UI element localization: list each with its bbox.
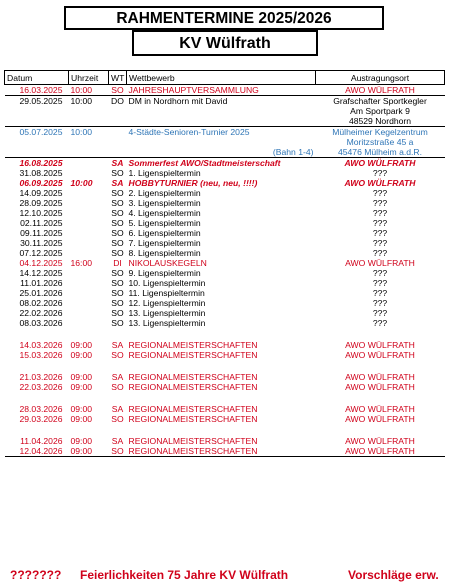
cell-austragungsort: AWO WÜLFRATH: [345, 436, 415, 446]
cell-wettbewerb: [127, 392, 316, 404]
cell-wettbewerb: NIKOLAUSKEGELN: [128, 258, 207, 268]
cell-austragungsort: [316, 360, 445, 372]
cell-wt: SO: [111, 188, 124, 198]
cell-austragungsort: ???: [372, 318, 388, 328]
cell-austragungsort: [316, 392, 445, 404]
cell-wettbewerb: REGIONALMEISTERSCHAFTEN: [128, 340, 258, 350]
footer-left: ???????: [10, 568, 62, 582]
cell-datum: 11.04.2026: [20, 436, 63, 446]
cell-wt: SO: [111, 208, 124, 218]
cell-wettbewerb: REGIONALMEISTERSCHAFTEN: [128, 404, 258, 414]
cell-wt: SO: [111, 350, 124, 360]
table-row: [5, 404, 445, 414]
cell-austragungsort: ???: [372, 238, 388, 248]
cell-uhrzeit: 16:00: [70, 258, 93, 268]
cell-austragungsort: AWO WÜLFRATH: [345, 85, 415, 95]
cell-austragungsort: AWO WÜLFRATH: [345, 404, 415, 414]
table-row: [5, 158, 445, 169]
cell-uhrzeit: [69, 238, 109, 248]
cell-datum: 16.03.2025: [19, 85, 63, 95]
table-row: [5, 340, 445, 350]
cell-austragungsort: ???: [372, 298, 388, 308]
cell-wettbewerb: [127, 424, 316, 436]
cell-austragungsort: AWO WÜLFRATH: [345, 382, 415, 392]
cell-datum: 11.01.2026: [20, 278, 63, 288]
cell-datum: 29.05.2025: [5, 96, 69, 107]
cell-austragungsort: [316, 424, 445, 436]
cell-austragungsort: 45476 Mülheim a.d.R.: [337, 147, 423, 157]
cell-uhrzeit: [69, 198, 109, 208]
document-subtitle: KV Wülfrath: [132, 30, 318, 56]
cell-wt: SA: [111, 178, 124, 188]
cell-uhrzeit: [69, 208, 109, 218]
cell-datum: 28.03.2026: [19, 404, 63, 414]
cell-uhrzeit: 09:00: [70, 372, 93, 382]
table-row: [5, 414, 445, 424]
cell-austragungsort: ???: [372, 248, 388, 258]
cell-datum: 16.08.2025: [5, 158, 69, 169]
cell-uhrzeit: [69, 278, 109, 288]
cell-wettbewerb: [127, 116, 316, 127]
cell-uhrzeit: 09:00: [70, 382, 93, 392]
cell-datum: [5, 106, 69, 116]
table-row: [5, 238, 445, 248]
cell-wettbewerb: REGIONALMEISTERSCHAFTEN: [128, 414, 258, 424]
cell-austragungsort: ???: [372, 308, 388, 318]
table-row: [5, 218, 445, 228]
table-row: [5, 298, 445, 308]
cell-datum: [5, 137, 69, 147]
table-header-row: [5, 71, 445, 85]
table-row: [5, 228, 445, 238]
cell-austragungsort: ???: [372, 198, 388, 208]
cell-datum: 06.09.2025: [19, 178, 63, 188]
footer-right: Vorschläge erw.: [348, 568, 439, 582]
table-row: [5, 178, 445, 188]
cell-uhrzeit: 09:00: [70, 350, 93, 360]
cell-uhrzeit: [69, 106, 109, 116]
cell-wt: SO: [111, 248, 124, 258]
cell-wettbewerb: REGIONALMEISTERSCHAFTEN: [127, 446, 316, 457]
cell-datum: 22.02.2026: [19, 308, 63, 318]
table-row: [5, 318, 445, 328]
cell-austragungsort: ???: [372, 168, 388, 178]
table-row: [5, 278, 445, 288]
cell-datum: 08.02.2026: [19, 298, 63, 308]
table-row: [5, 198, 445, 208]
cell-wt: DO: [109, 96, 127, 107]
cell-datum: 04.12.2025: [19, 258, 63, 268]
cell-uhrzeit: [69, 318, 109, 328]
cell-uhrzeit: [69, 137, 109, 147]
cell-wettbewerb: 13. Ligenspieltermin: [128, 308, 206, 318]
cell-uhrzeit: [69, 158, 109, 169]
cell-wettbewerb: 1. Ligenspieltermin: [128, 168, 201, 178]
cell-uhrzeit: 09:00: [70, 414, 93, 424]
cell-wt: [109, 127, 127, 138]
cell-wt: SO: [111, 218, 124, 228]
cell-wt: SA: [111, 404, 124, 414]
cell-wt: SO: [111, 85, 124, 95]
cell-wettbewerb: 9. Ligenspieltermin: [128, 268, 201, 278]
table-row: [5, 392, 445, 404]
cell-austragungsort: AWO WÜLFRATH: [345, 372, 415, 382]
cell-wt: [109, 116, 127, 127]
table-row: [5, 147, 445, 158]
cell-wettbewerb: DM in Nordhorn mit David: [127, 96, 316, 107]
cell-datum: 12.04.2026: [5, 446, 69, 457]
table-row: [5, 85, 445, 96]
column-header-wt: WT: [109, 71, 127, 85]
cell-uhrzeit: [69, 116, 109, 127]
cell-uhrzeit: [69, 268, 109, 278]
cell-wettbewerb: Sommerfest AWO/Stadtmeisterschaft: [127, 158, 316, 169]
cell-uhrzeit: 09:00: [69, 446, 109, 457]
cell-uhrzeit: [69, 424, 109, 436]
cell-wt: SO: [111, 278, 124, 288]
cell-wt: SA: [111, 436, 124, 446]
cell-uhrzeit: [69, 228, 109, 238]
cell-datum: [5, 328, 69, 340]
cell-austragungsort: ???: [372, 228, 388, 238]
cell-datum: 07.12.2025: [19, 248, 63, 258]
cell-wt: [109, 147, 127, 158]
cell-datum: 14.03.2026: [19, 340, 63, 350]
cell-austragungsort: 48529 Nordhorn: [348, 116, 412, 126]
cell-austragungsort: Mülheimer Kegelzentrum: [316, 127, 445, 138]
cell-uhrzeit: [69, 147, 109, 158]
cell-uhrzeit: [69, 248, 109, 258]
table-row: [5, 328, 445, 340]
table-row: [5, 360, 445, 372]
column-header-datum: Datum: [5, 71, 69, 85]
cell-uhrzeit: 09:00: [70, 340, 93, 350]
cell-datum: [5, 392, 69, 404]
cell-datum: 14.09.2025: [19, 188, 63, 198]
cell-datum: 31.08.2025: [19, 168, 63, 178]
cell-wt: SA: [109, 158, 127, 169]
cell-wettbewerb: REGIONALMEISTERSCHAFTEN: [128, 436, 258, 446]
cell-uhrzeit: 10:00: [70, 85, 93, 95]
cell-austragungsort: ???: [372, 208, 388, 218]
table-row: [5, 188, 445, 198]
cell-uhrzeit: [69, 168, 109, 178]
cell-datum: 21.03.2026: [19, 372, 63, 382]
cell-wettbewerb: [127, 360, 316, 372]
cell-wettbewerb: [127, 137, 316, 147]
table-row: [5, 208, 445, 218]
cell-wt: SO: [111, 308, 124, 318]
cell-wettbewerb: REGIONALMEISTERSCHAFTEN: [128, 372, 258, 382]
cell-wettbewerb: 13. Ligenspieltermin: [128, 318, 206, 328]
table-row: [5, 308, 445, 318]
schedule-rows: [5, 85, 445, 457]
cell-datum: 28.09.2025: [19, 198, 63, 208]
cell-wt: SO: [111, 288, 124, 298]
cell-austragungsort: AWO WÜLFRATH: [345, 350, 415, 360]
cell-uhrzeit: [69, 188, 109, 198]
cell-wettbewerb: REGIONALMEISTERSCHAFTEN: [128, 382, 258, 392]
table-row: [5, 350, 445, 360]
cell-austragungsort: Grafschafter Sportkegler: [316, 96, 445, 107]
table-row: [5, 424, 445, 436]
cell-wettbewerb: 6. Ligenspieltermin: [128, 228, 201, 238]
cell-uhrzeit: 10:00: [70, 178, 93, 188]
cell-datum: 25.01.2026: [19, 288, 63, 298]
cell-wettbewerb: 4. Ligenspieltermin: [128, 208, 201, 218]
cell-wettbewerb: 11. Ligenspieltermin: [128, 288, 205, 298]
cell-uhrzeit: [69, 360, 109, 372]
cell-wettbewerb: [127, 106, 316, 116]
cell-austragungsort: AWO WÜLFRATH: [345, 340, 415, 350]
cell-austragungsort: ???: [372, 278, 388, 288]
cell-wt: [109, 106, 127, 116]
footer: [0, 568, 450, 584]
cell-uhrzeit: [69, 392, 109, 404]
table-row: [5, 258, 445, 268]
cell-uhrzeit: 10:00: [69, 127, 109, 138]
cell-austragungsort: ???: [372, 218, 388, 228]
cell-wt: [109, 424, 127, 436]
cell-wt: SO: [111, 228, 124, 238]
cell-wt: SA: [111, 372, 124, 382]
cell-datum: [5, 116, 69, 127]
table-row: [5, 96, 445, 107]
cell-uhrzeit: [69, 328, 109, 340]
cell-datum: 08.03.2026: [19, 318, 63, 328]
cell-uhrzeit: 09:00: [70, 436, 93, 446]
cell-wettbewerb: 3. Ligenspieltermin: [128, 198, 201, 208]
document-title: RAHMENTERMINE 2025/2026: [64, 6, 384, 30]
table-row: [5, 446, 445, 457]
cell-austragungsort: ???: [372, 188, 388, 198]
cell-datum: 09.11.2025: [20, 228, 63, 238]
cell-austragungsort: AWO WÜLFRATH: [316, 446, 445, 457]
cell-wt: [109, 392, 127, 404]
cell-wt: DI: [113, 258, 122, 268]
cell-austragungsort: AWO WÜLFRATH: [345, 258, 415, 268]
cell-wt: SO: [111, 414, 124, 424]
cell-wettbewerb: (Bahn 1-4): [272, 147, 314, 157]
cell-austragungsort: ???: [372, 288, 388, 298]
cell-wettbewerb: REGIONALMEISTERSCHAFTEN: [128, 350, 258, 360]
cell-wt: [109, 360, 127, 372]
cell-datum: 29.03.2026: [19, 414, 63, 424]
cell-austragungsort: Moritzstraße 45 a: [346, 137, 414, 147]
cell-datum: 02.11.2025: [20, 218, 63, 228]
cell-wt: [109, 137, 127, 147]
table-row: [5, 288, 445, 298]
cell-wt: SO: [111, 268, 124, 278]
cell-austragungsort: ???: [372, 268, 388, 278]
table-row: [5, 127, 445, 138]
cell-wt: SO: [111, 318, 124, 328]
table-row: [5, 168, 445, 178]
cell-datum: 12.10.2025: [19, 208, 63, 218]
cell-wettbewerb: 7. Ligenspieltermin: [128, 238, 201, 248]
cell-wettbewerb: 10. Ligenspieltermin: [128, 278, 206, 288]
table-row: [5, 436, 445, 446]
table-row: [5, 248, 445, 258]
schedule-table: [4, 70, 445, 457]
cell-wettbewerb: 8. Ligenspieltermin: [128, 248, 201, 258]
cell-uhrzeit: [69, 298, 109, 308]
cell-datum: 22.03.2026: [19, 382, 63, 392]
cell-wettbewerb: JAHRESHAUPTVERSAMMLUNG: [128, 85, 259, 95]
cell-datum: [5, 360, 69, 372]
cell-wettbewerb: 12. Ligenspieltermin: [128, 298, 206, 308]
cell-datum: [5, 424, 69, 436]
cell-uhrzeit: 10:00: [69, 96, 109, 107]
cell-wt: SO: [111, 198, 124, 208]
column-header-uhrzeit: Uhrzeit: [69, 71, 109, 85]
cell-austragungsort: AWO WÜLFRATH: [316, 158, 445, 169]
cell-datum: [5, 147, 69, 158]
cell-wettbewerb: [127, 328, 316, 340]
table-row: [5, 106, 445, 116]
cell-datum: 30.11.2025: [20, 238, 63, 248]
table-row: [5, 268, 445, 278]
cell-wettbewerb: 5. Ligenspieltermin: [128, 218, 201, 228]
cell-wt: [109, 328, 127, 340]
cell-austragungsort: [316, 328, 445, 340]
table-row: [5, 382, 445, 392]
cell-datum: 15.03.2026: [19, 350, 63, 360]
footer-center: Feierlichkeiten 75 Jahre KV Wülfrath: [80, 568, 289, 582]
cell-wettbewerb: 2. Ligenspieltermin: [128, 188, 201, 198]
cell-wt: SO: [111, 382, 124, 392]
cell-datum: 05.07.2025: [5, 127, 69, 138]
cell-wt: SO: [111, 168, 124, 178]
cell-datum: 14.12.2025: [19, 268, 63, 278]
cell-wt: SA: [111, 340, 124, 350]
table-row: [5, 116, 445, 127]
cell-uhrzeit: 09:00: [70, 404, 93, 414]
cell-wt: SO: [111, 298, 124, 308]
cell-uhrzeit: [69, 218, 109, 228]
cell-uhrzeit: [69, 288, 109, 298]
cell-austragungsort: AWO WÜLFRATH: [344, 178, 416, 188]
cell-austragungsort: Am Sportpark 9: [350, 106, 410, 116]
cell-wettbewerb: 4-Städte-Senioren-Turnier 2025: [127, 127, 316, 138]
cell-uhrzeit: [69, 308, 109, 318]
table-row: [5, 137, 445, 147]
cell-austragungsort: AWO WÜLFRATH: [345, 414, 415, 424]
cell-wettbewerb: HOBBYTURNIER (neu, neu, !!!!): [128, 178, 258, 188]
column-header-wettbewerb: Wettbewerb: [127, 71, 316, 85]
cell-wt: SO: [109, 446, 127, 457]
column-header-austragungsort: Austragungsort: [316, 71, 445, 85]
cell-wt: SO: [111, 238, 124, 248]
table-row: [5, 372, 445, 382]
